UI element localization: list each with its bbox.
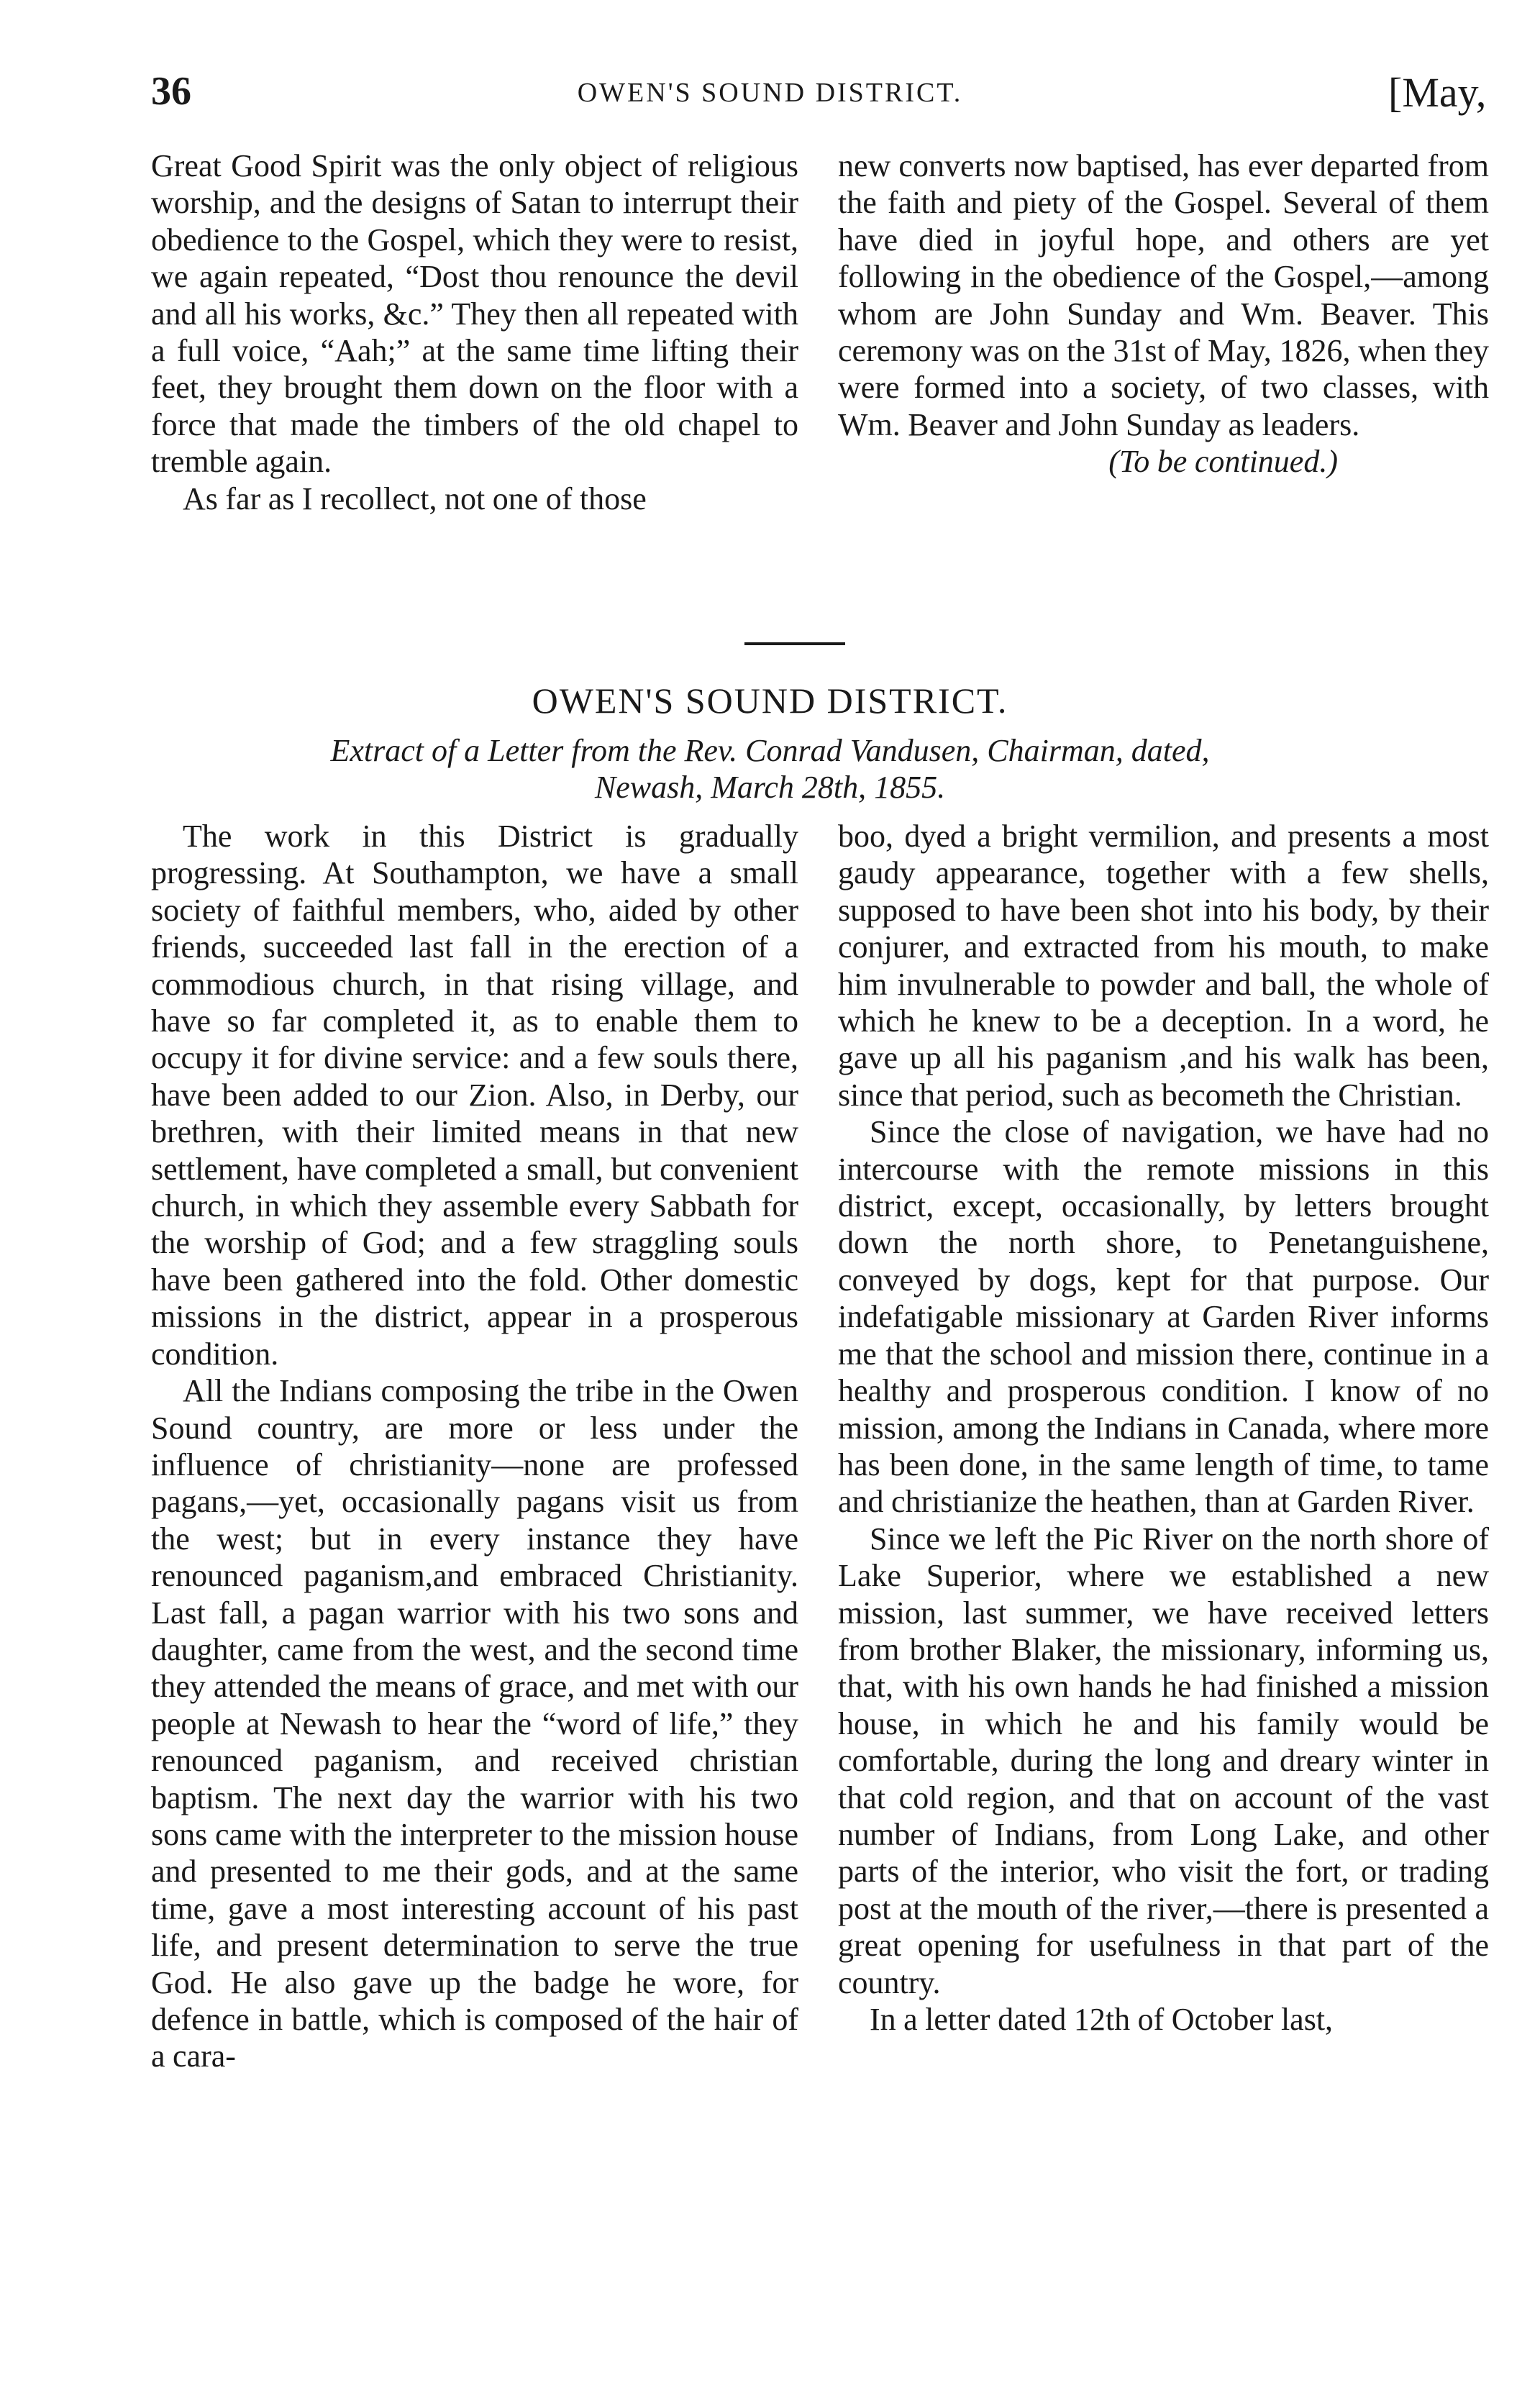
paragraph: In a letter dated 12th of October last, — [870, 2002, 1334, 2037]
top-column-right — [838, 147, 1489, 480]
article-title: OWEN'S SOUND DISTRICT. — [532, 680, 1008, 721]
paragraph: new converts now baptised, has ever departed from the faith and piety of the Gospel. Several of them have died in joyful hope, and others are yet following in the obedience of the Gospel,—among whom are John Sunday and Wm. Beaver. This ceremony was on the 31st of May, 1826, when they were formed into a society, of two classes, with Wm. Beaver and John Sunday as leaders. — [838, 148, 1489, 442]
paragraph: Since we left the Pic River on the north shore of Lake Superior, where we established a new mission, last summer, we have received letters from brother Blaker, the missionary, informing us, that, with his own hands he had finished a mission house, in which he and his family would be comfortable, during the long and dreary winter in that cold region, and that on account of the vast number of Indians, from Long Lake, and other parts of the interior, who visit the fort, or trading post at the mouth of the river,—there is presented a great opening for usefulness in that part of the country. — [838, 1521, 1489, 2000]
paragraph: Since the close of navigation, we have had no intercourse with the remote missions in this district, except, occasionally, by letters brought down the north shore, to Penetanguishene, conveyed by dogs, kept for that purpose. Our indefatigable missionary at Garden River informs me that the school and mission there, continue in a healthy and prosperous condition. I know of no mission, among the Indians in Canada, where more has been done, in the same length of time, to tame and christianize the heathen, than at Garden River. — [838, 1114, 1489, 1520]
running-title: OWEN'S SOUND DISTRICT. — [577, 78, 963, 108]
article-subtitle — [0, 732, 1540, 806]
article-column-right — [838, 818, 1489, 2038]
subtitle-line: Newash, March 28th, 1855. — [594, 770, 946, 805]
page-number: 36 — [151, 69, 191, 114]
paragraph: The work in this District is gradually progressing. At Southampton, we have a small society of faithful members, who, aided by other friends, succeeded last fall in the erection of a commodious church, in that rising village, and have so far completed it, as to enable them to occupy it for divine service: and a few souls there, have been added to our Zion. Also, in Derby, our brethren, with their limited means in that new settlement, have completed a small, but convenient church, in which they assemble every Sabbath for the worship of God; and a few straggling souls have been gathered into the fold. Other domestic missions in the district, appear in a prosperous condition. — [151, 819, 798, 1372]
continued-note: (To be continued.) — [1108, 444, 1338, 480]
article-column-left — [151, 818, 798, 2075]
running-header — [0, 68, 1540, 126]
running-month: [May, — [1388, 69, 1487, 116]
paragraph: As far as I recollect, not one of those — [183, 480, 647, 516]
section-divider — [744, 642, 845, 645]
top-column-left — [151, 147, 798, 517]
subtitle-line: Extract of a Letter from the Rev. Conrad Vandusen, Chairman, dated, — [330, 733, 1210, 768]
paragraph: All the Indians composing the tribe in the Owen Sound country, are more or less under the influence of christianity—none are professed pagans,—yet, occasionally pagans visit us from the west; but in every instance they have renounced paganism,and embraced Christianity. Last fall, a pagan warrior with his two sons and daughter, came from the west, and the second time they attended the means of grace, and met with our people at Newash to hear the “word of life,” they renounced paganism, and received christian baptism. The next day the warrior with his two sons came with the interpreter to the mission house and presented to me their gods, and at the same time, gave a most interesting account of his past life, and present determination to serve the true God. He also gave up the badge he wore, for defence in battle, which is composed of the hair of a cara- — [151, 1373, 798, 2074]
paragraph: Great Good Spirit was the only object of religious worship, and the designs of Satan to interrupt their obedience to the Gospel, which they were to resist, we again repeated, “Dost thou renounce the devil and all his works, &c.” They then all repeated with a full voice, “Aah;” at the same time lifting their feet, they brought them down on the floor with a force that made the timbers of the old chapel to tremble again. — [151, 148, 798, 480]
paragraph: boo, dyed a bright vermilion, and presents a most gaudy appearance, together with a few shells, supposed to have been shot into his body, by their conjurer, and extracted from his mouth, to make him invulnerable to powder and ball, the whole of which he knew to be a deception. In a word, he gave up all his paganism ,and his walk has been, since that period, such as becometh the Christian. — [838, 819, 1489, 1113]
